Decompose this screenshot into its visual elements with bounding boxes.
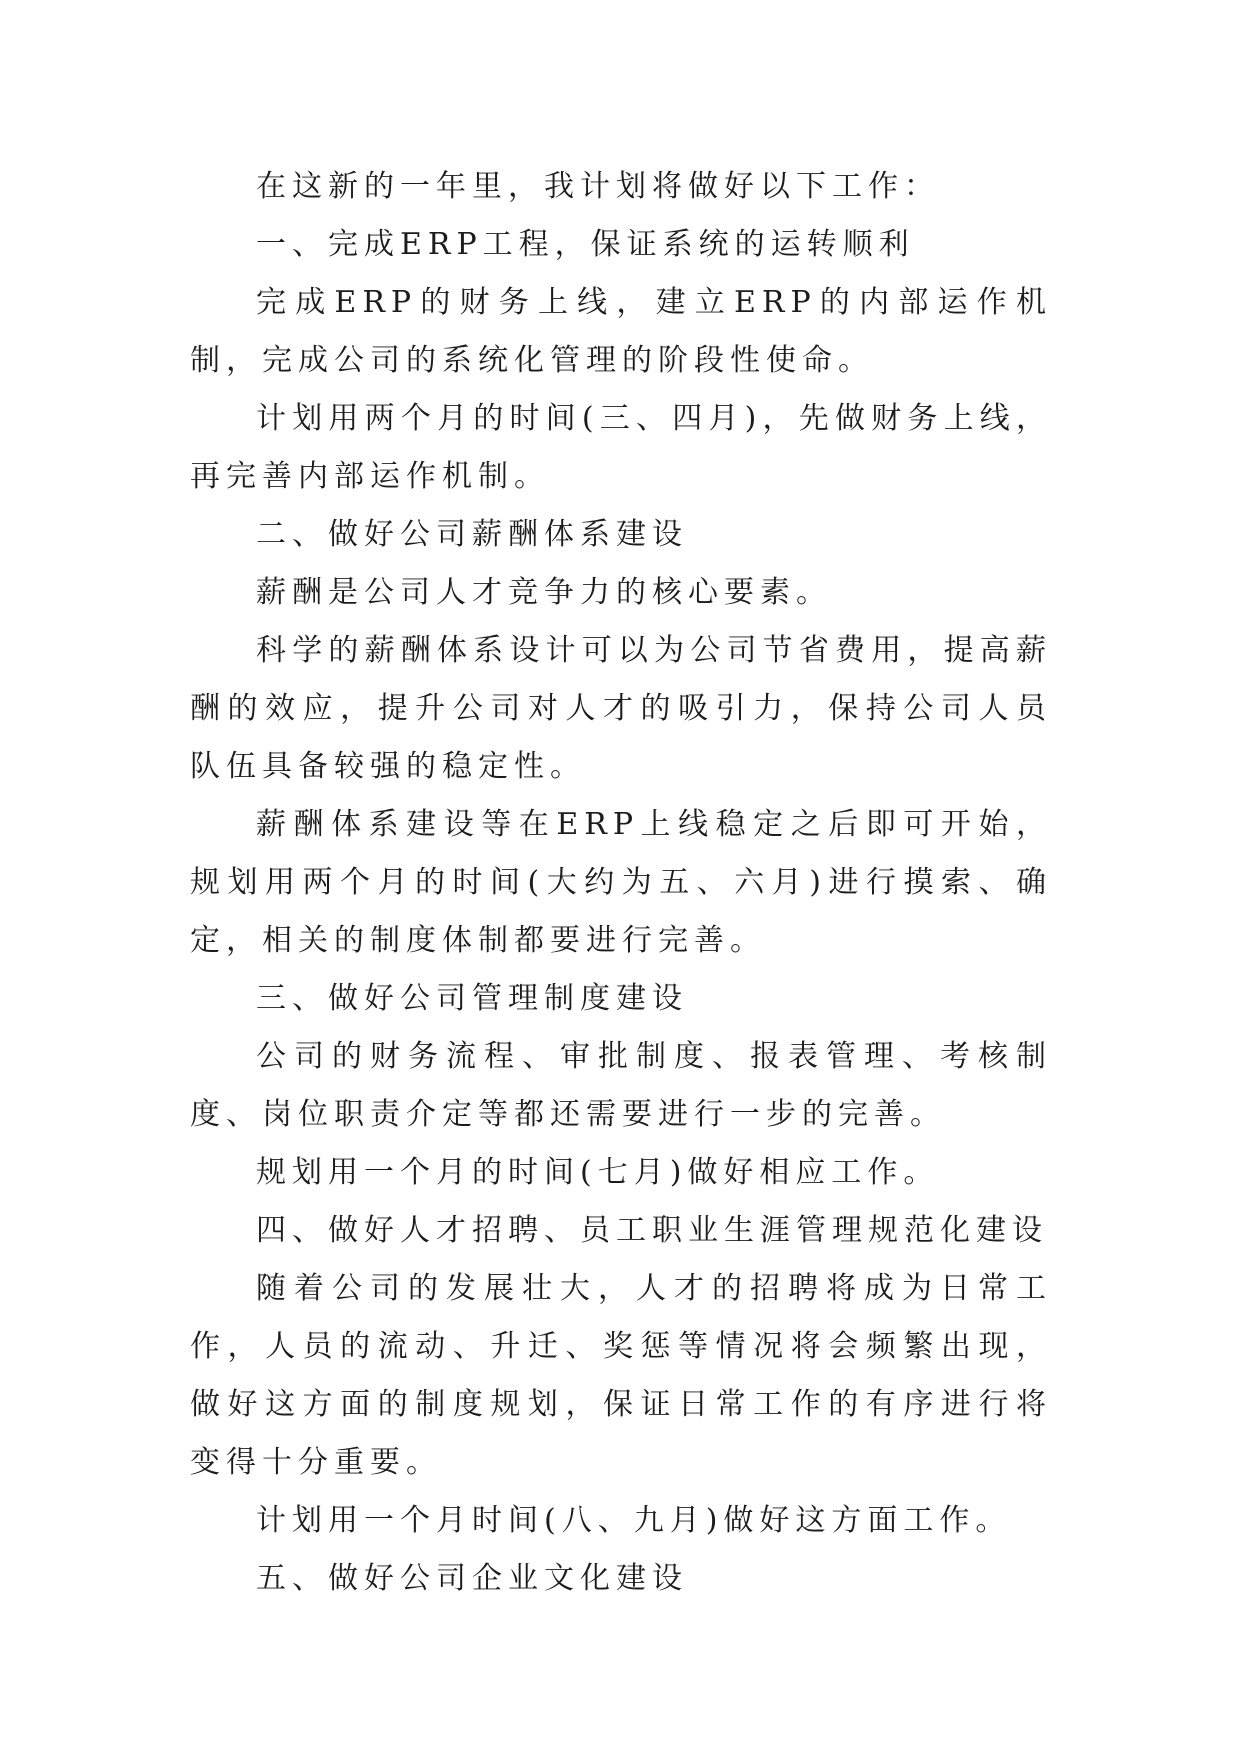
body-paragraph: 规划用一个月的时间(七月)做好相应工作。 xyxy=(256,1155,940,1190)
body-paragraph: 计划用一个月时间(八、九月)做好这方面工作。 xyxy=(256,1503,1012,1538)
body-paragraph: 随着公司的发展壮大，人才的招聘将成为日常工作，人员的流动、升迁、奖惩等情况将会频繁出现，做好这方面的制度规划，保证日常工作的有序进行将变得十分重要。 xyxy=(190,1271,1052,1480)
section-heading-1: 一、完成ERP工程，保证系统的运转顺利 xyxy=(256,227,915,262)
body-paragraph: 计划用两个月的时间(三、四月)，先做财务上线，再完善内部运作机制。 xyxy=(190,401,1052,494)
body-paragraph: 完成ERP的财务上线，建立ERP的内部运作机制，完成公司的系统化管理的阶段性使命。 xyxy=(190,285,1052,378)
section-heading-4: 四、做好人才招聘、员工职业生涯管理规范化建设 xyxy=(256,1213,1048,1248)
section-heading-5: 五、做好公司企业文化建设 xyxy=(256,1561,688,1596)
body-paragraph: 薪酬体系建设等在ERP上线稳定之后即可开始，规划用两个月的时间(大约为五、六月)进行摸索、确定，相关的制度体制都要进行完善。 xyxy=(190,807,1052,958)
body-paragraph: 公司的财务流程、审批制度、报表管理、考核制度、岗位职责介定等都还需要进行一步的完善。 xyxy=(190,1039,1052,1132)
section-heading-2: 二、做好公司薪酬体系建设 xyxy=(256,517,688,552)
section-heading-3: 三、做好公司管理制度建设 xyxy=(256,981,688,1016)
body-paragraph: 科学的薪酬体系设计可以为公司节省费用，提高薪酬的效应，提升公司对人才的吸引力，保持公司人员队伍具备较强的稳定性。 xyxy=(190,633,1052,784)
intro-paragraph: 在这新的一年里，我计划将做好以下工作： xyxy=(256,169,940,204)
body-paragraph: 薪酬是公司人才竞争力的核心要素。 xyxy=(256,575,832,610)
document-body xyxy=(190,158,1052,1608)
